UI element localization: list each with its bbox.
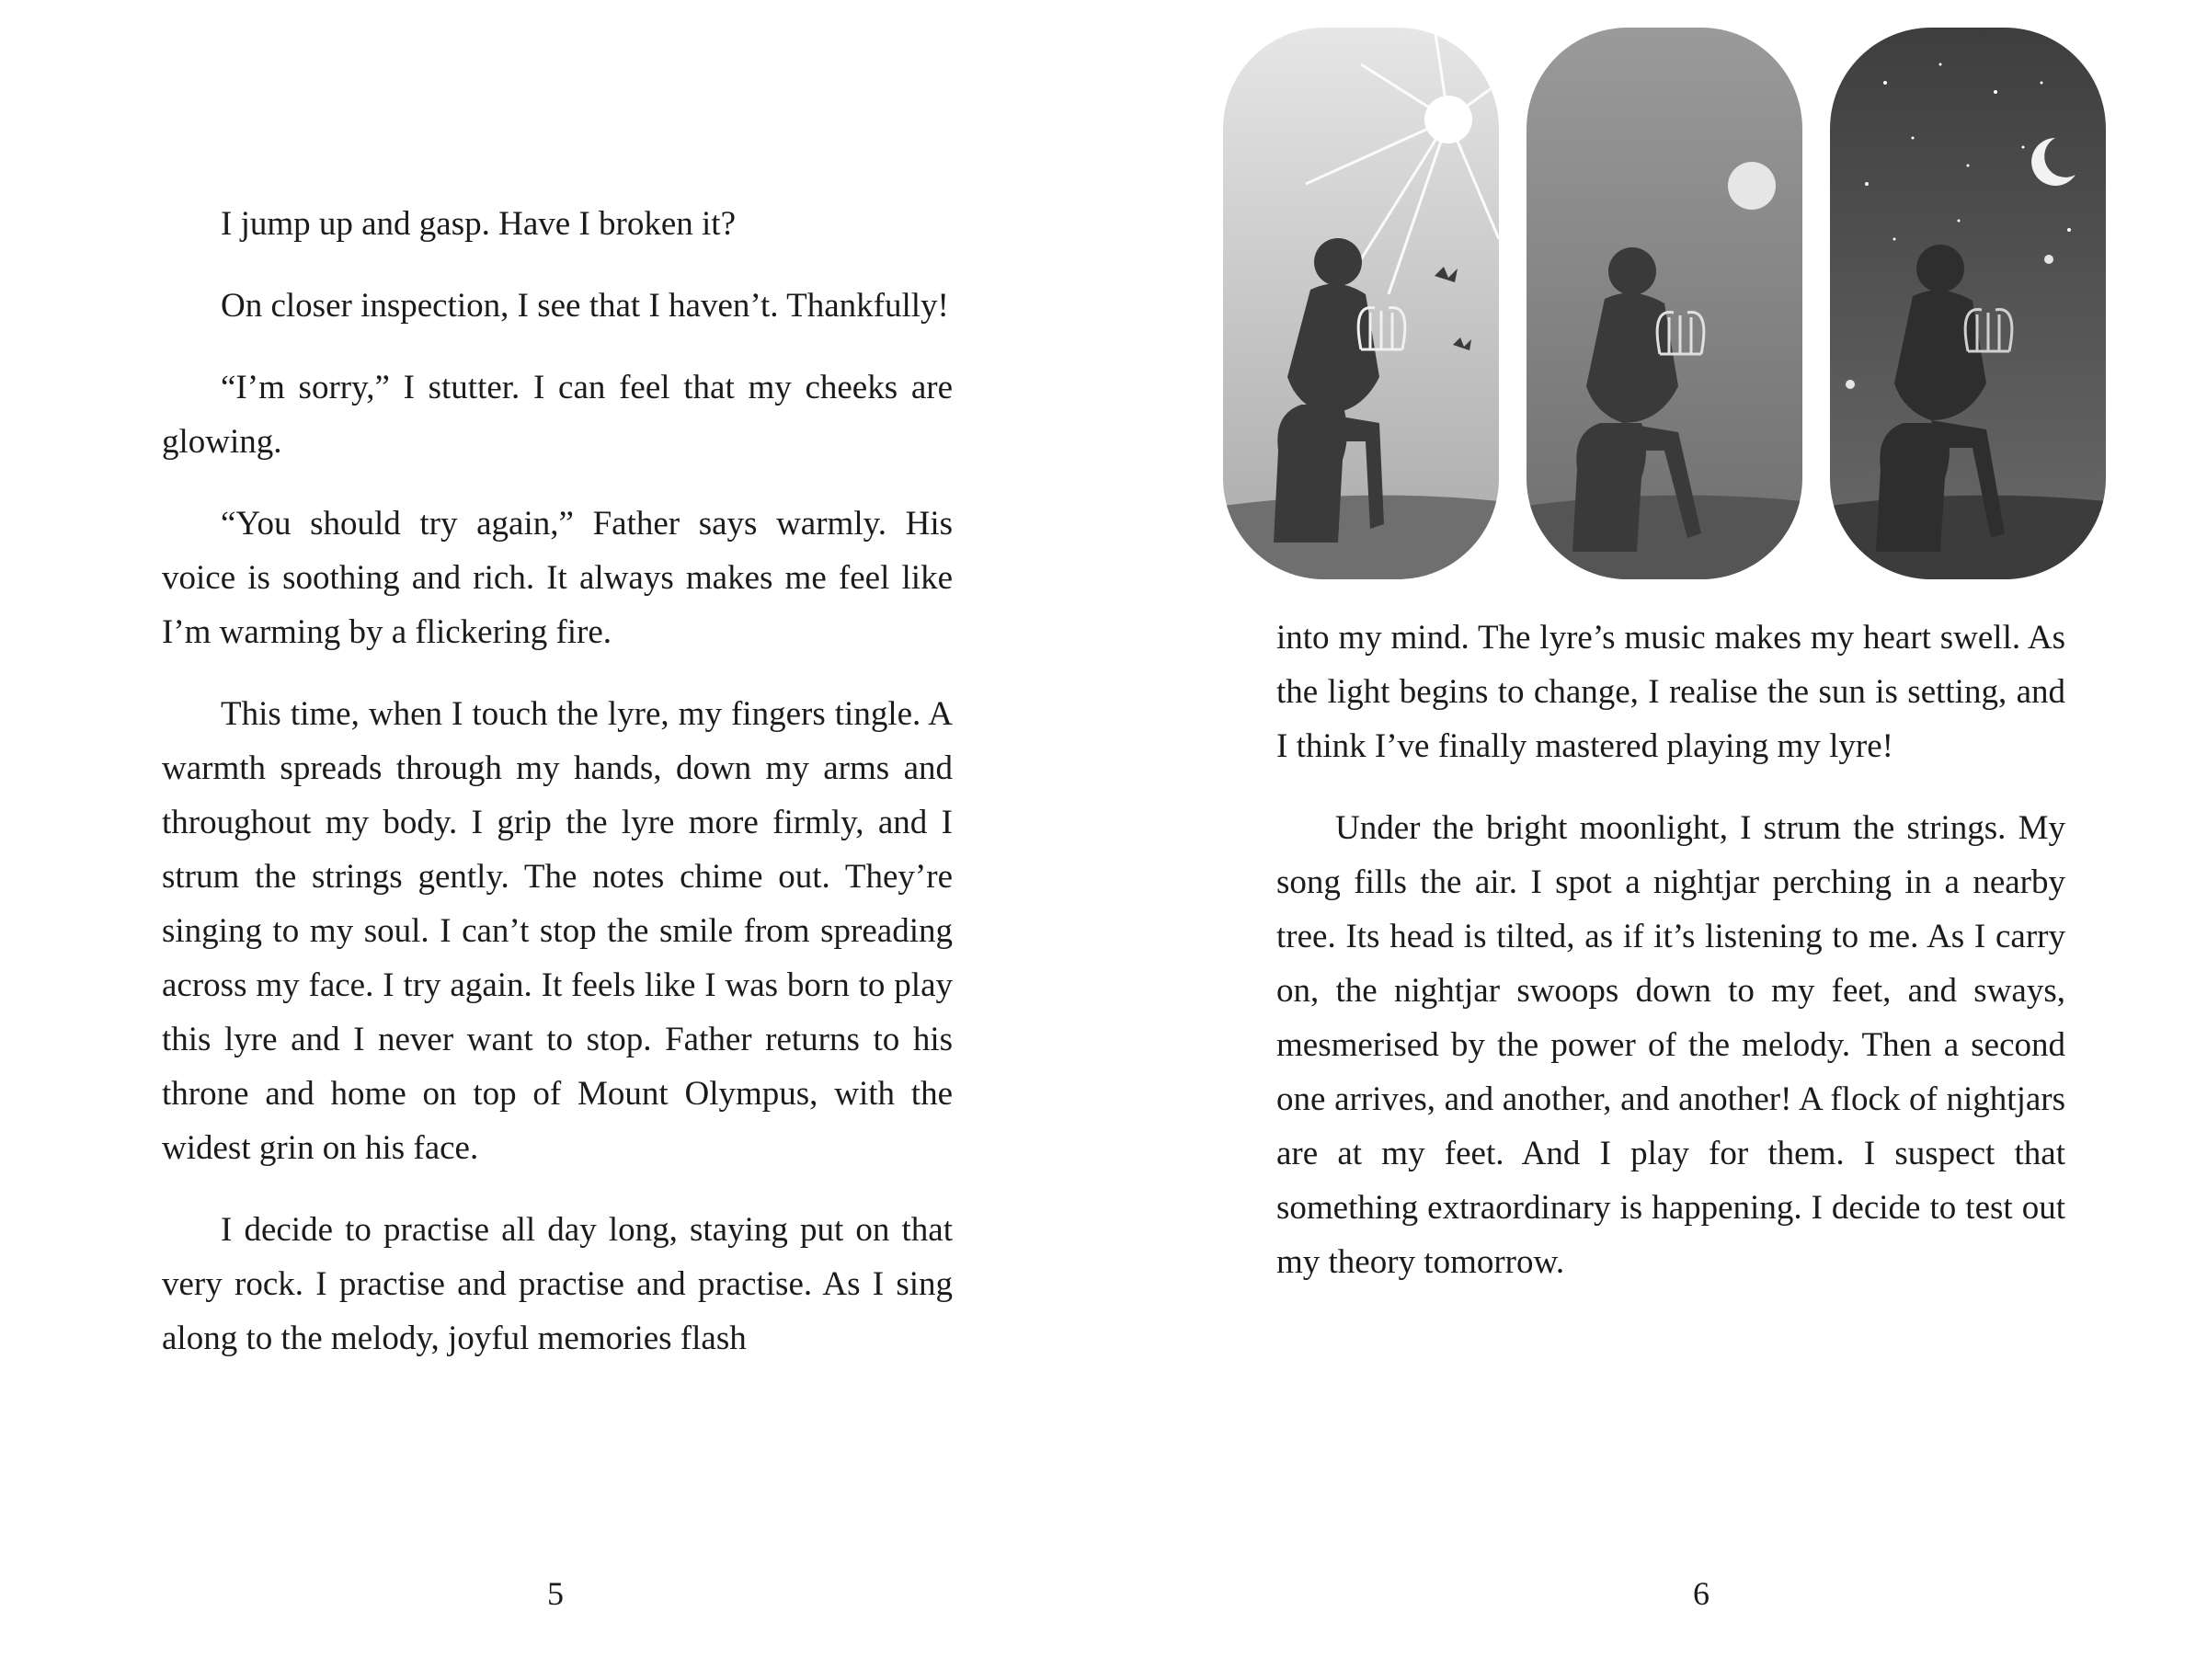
illustration-strip <box>1223 28 2106 579</box>
paragraph: Under the bright moonlight, I strum the strings. My song fills the air. I spot a nightjar perching in a nearby tree. Its head is tilted, as if it’s listening to me. As I carry on, the nightjar swoops down to my feet, and sways, mesmerised by the power of the melody. Then a second one arrives, and another, and another! A flock of nightjars are at my feet. And I play for them. I suspect that something extraordinary is happening. I decide to test out my theory tomorrow. <box>1276 809 2065 1281</box>
paragraph: “I’m sorry,” I stutter. I can feel that my cheeks are glowing. <box>162 369 953 461</box>
panel-dusk-illustration <box>1527 28 1802 579</box>
left-page-text <box>162 197 953 1393</box>
sun-icon <box>1424 96 1472 143</box>
panel-night-illustration <box>1830 28 2106 579</box>
paragraph: I jump up and gasp. Have I broken it? <box>221 205 736 243</box>
panel-day-illustration <box>1223 28 1499 579</box>
right-page <box>1104 0 2207 1680</box>
paragraph: “You should try again,” Father says warmly. His voice is soothing and rich. It always makes me feel like I’m warming by a flickering fire. <box>162 505 953 651</box>
paragraph: into my mind. The lyre’s music makes my heart swell. As the light begins to change, I realise the sun is setting, and I think I’ve finally mastered playing my lyre! <box>1276 619 2065 765</box>
paragraph: This time, when I touch the lyre, my fingers tingle. A warmth spreads through my hands, down my arms and throughout my body. I grip the lyre more firmly, and I strum the strings gently. The notes chime out. They’re singing to my soul. I can’t stop the smile from spreading across my face. I try again. It feels like I was born to play this lyre and I never want to stop. Father returns to his throne and home on top of Mount Olympus, with the widest grin on his face. <box>162 695 953 1167</box>
paragraph: I decide to practise all day long, staying put on that very rock. I practise and practise and practise. As I sing along to the melody, joyful memories flash <box>162 1211 953 1357</box>
right-page-text <box>1276 611 2065 1317</box>
full-moon-icon <box>1728 162 1776 210</box>
page-number: 6 <box>1693 1575 1710 1612</box>
page-number: 5 <box>547 1575 564 1612</box>
paragraph: On closer inspection, I see that I haven’t. Thankfully! <box>221 287 949 325</box>
